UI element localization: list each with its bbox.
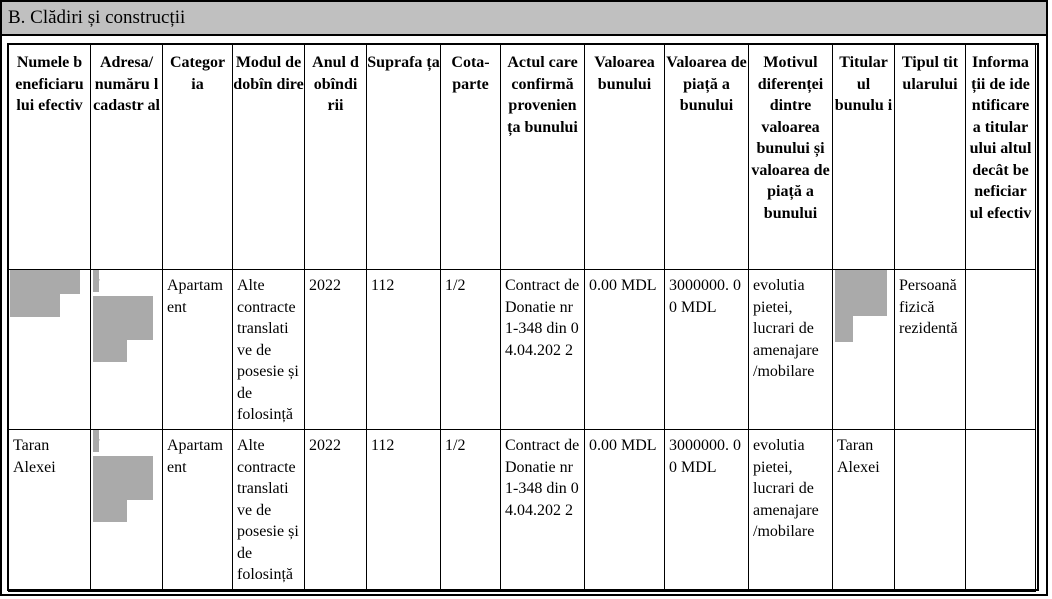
cell-holder-info xyxy=(966,430,1036,592)
cell-category: Apartam ent xyxy=(163,270,233,430)
cell-market-value: 3000000. 00 MDL xyxy=(665,430,749,592)
header-row xyxy=(9,45,1036,270)
cell-market-value: 3000000. 00 MDL xyxy=(665,270,749,430)
cell-beneficiary xyxy=(9,270,91,430)
col-header-acquisition-mode: Modul de dobîn dire xyxy=(233,45,305,270)
redaction-block xyxy=(10,270,80,294)
col-header-value: Valoarea bunului xyxy=(585,45,665,270)
cell-holder: Taran Alexei xyxy=(833,430,895,592)
cell-holder-type: Persoană fizică rezidentă xyxy=(895,270,966,430)
cell-beneficiary: Taran Alexei xyxy=(9,430,91,592)
cell-share: 1/2 xyxy=(441,430,501,592)
cell-address xyxy=(91,430,163,592)
col-header-market-value: Valoarea de piață a bunului xyxy=(665,45,749,270)
cell-acquisition-mode: Alte contracte translati ve de posesie și de folosință xyxy=(233,270,305,430)
redaction-block xyxy=(835,270,887,316)
cell-year: 2022 xyxy=(305,270,367,430)
redaction-block xyxy=(10,294,60,317)
col-header-document: Actul care confirmă provenien ța bunului xyxy=(501,45,585,270)
cell-holder-type xyxy=(895,430,966,592)
redaction-block xyxy=(93,456,153,500)
cell-holder-info xyxy=(966,270,1036,430)
col-header-difference-reason: Motivul diferenței dintre valoarea bunului și valoarea de piață a bunului xyxy=(749,45,833,270)
redaction-block xyxy=(835,316,853,342)
cell-area: 112 xyxy=(367,270,441,430)
col-header-year: Anul d obîndi rii xyxy=(305,45,367,270)
cell-difference-reason: evolutia pietei, lucrari de amenajare /mobilare xyxy=(749,430,833,592)
col-header-area: Suprafa ța xyxy=(367,45,441,270)
col-header-address: Adresa/ număru l cadastr al xyxy=(91,45,163,270)
cell-acquisition-mode: Alte contracte translati ve de posesie și de folosință xyxy=(233,430,305,592)
cell-area: 112 xyxy=(367,430,441,592)
table-row xyxy=(9,430,1036,592)
col-header-category: Categor ia xyxy=(163,45,233,270)
col-header-beneficiary: Numele b eneficiaru lui efectiv xyxy=(9,45,91,270)
redaction-block xyxy=(93,500,127,522)
redaction-block xyxy=(93,296,153,340)
cell-category: Apartam ent xyxy=(163,430,233,592)
cell-document: Contract de Donatie nr 1-348 din 04.04.202 2 xyxy=(501,270,585,430)
redaction-block xyxy=(93,340,127,362)
col-header-share: Cota- parte xyxy=(441,45,501,270)
cell-value: 0.00 MDL xyxy=(585,430,665,592)
table-row xyxy=(9,270,1036,430)
col-header-holder-info: Informa ții de ide ntificare a titular ului altul decât be neficiar ul efectiv xyxy=(966,45,1036,270)
col-header-holder-type: Tipul tit ularului xyxy=(895,45,966,270)
redaction-block xyxy=(93,430,99,452)
cell-document: Contract de Donatie nr 1-348 din 04.04.202 2 xyxy=(501,430,585,592)
redaction-block xyxy=(93,270,99,292)
cell-difference-reason: evolutia pietei, lucrari de amenajare /mobilare xyxy=(749,270,833,430)
cell-value: 0.00 MDL xyxy=(585,270,665,430)
cell-year: 2022 xyxy=(305,430,367,592)
buildings-table xyxy=(8,44,1036,592)
cell-address xyxy=(91,270,163,430)
cell-holder xyxy=(833,270,895,430)
col-header-holder: Titular ul bunulu i xyxy=(833,45,895,270)
section-title: B. Clădiri și construcții xyxy=(2,2,1046,36)
cell-share: 1/2 xyxy=(441,270,501,430)
